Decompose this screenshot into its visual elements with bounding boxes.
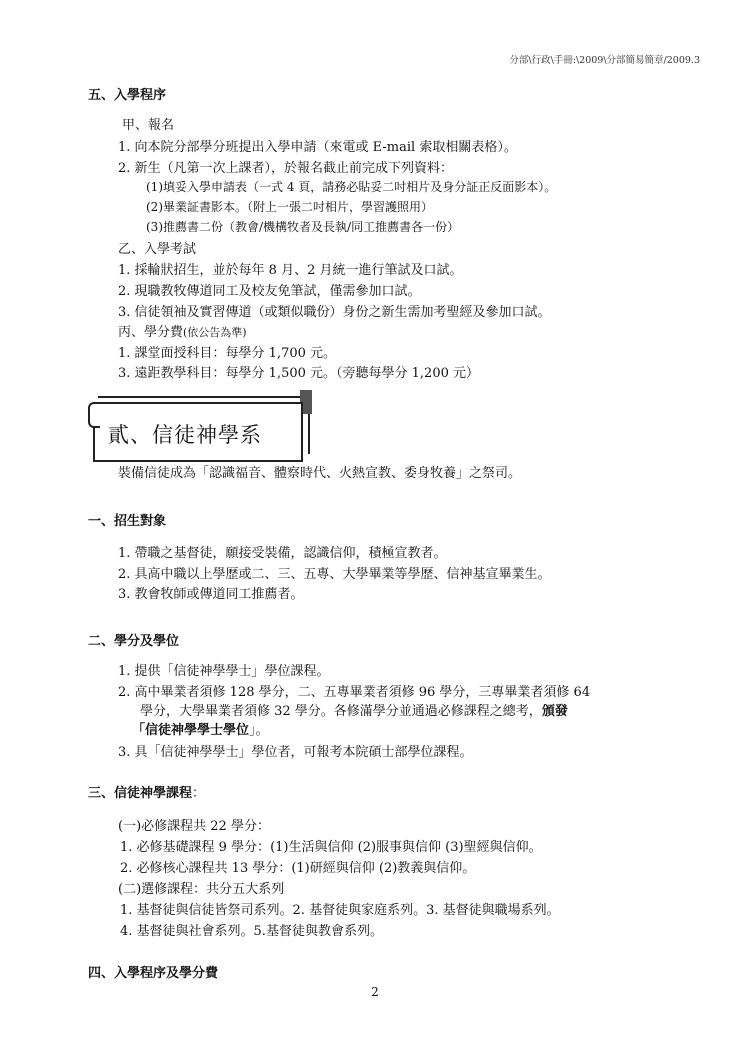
tuition-item-1: 1. 課堂面授科目：每學分 1,700 元。: [118, 346, 337, 361]
title-banner-scroll-curl: [88, 402, 100, 428]
document-file-path: 分部\行政\手冊:\2009\分部簡易簡章/2009.3: [509, 55, 700, 66]
degree-item-2-end: [132, 719, 269, 738]
exam-item-1: 1. 採輪狀招生，並於每年 8 月、2 月統一進行筆試及口試。: [118, 263, 463, 278]
part-title: 貳、信徒神學系: [108, 423, 262, 447]
exam-item-2: 2. 現職教牧傳道同工及校友免筆試，僅需參加口試。: [118, 284, 421, 299]
registration-subitem-1: (1)填妥入學申請表（一式 4 頁，請務必貼妥二吋相片及身分証正反面影本）。: [146, 180, 557, 194]
list-item: 2. 具高中職以上學歷或二、三、五專、大學畢業等學歷、信神基宣畢業生。: [118, 567, 551, 582]
degree-item-2-cont: [140, 700, 568, 719]
subheading-registration: 甲、報名: [122, 118, 175, 133]
registration-item-2: 2. 新生（凡第一次上課者），於報名截止前完成下列資料：: [118, 161, 454, 176]
subheading-tuition: [118, 321, 247, 340]
subheading-entrance-exam: 乙、入學考試: [118, 242, 197, 257]
elective-course-item-1: 1. 基督徒與信徒皆祭司系列。2. 基督徒與家庭系列。3. 基督徒與職場系列。: [120, 903, 560, 918]
required-course-item-2: 2. 必修核心課程共 13 學分：(1)研經與信仰 (2)教義與信仰。: [120, 861, 476, 876]
section-heading-enrollment: 五、入學程序: [88, 88, 167, 103]
tuition-note: (依公告為準): [183, 326, 247, 339]
tuition-item-3: 3. 遠距教學科目：每學分 1,500 元。（旁聽每學分 1,200 元）: [118, 366, 479, 381]
degree-award-word: 頒發: [541, 704, 568, 719]
section-heading-courses: [88, 782, 205, 801]
degree-item-1: 1. 提供「信徒神學學士」學位課程。: [118, 664, 330, 679]
list-item: 3. 教會牧師或傳道同工推薦者。: [118, 587, 304, 602]
list-item: 1. 帶職之基督徒，願接受裝備，認識信仰，積極宣教者。: [118, 546, 447, 561]
degree-name: 「信徒神學學士學位: [132, 723, 250, 738]
courses-heading-colon: ：: [192, 786, 206, 801]
required-course-item-1: 1. 必修基礎課程 9 學分：(1)生活與信仰 (2)服事與信仰 (3)聖經與信仰。: [120, 840, 542, 855]
elective-course-item-2: 4. 基督徒與社會系列。5.基督徒與教會系列。: [120, 924, 383, 939]
required-courses: (一)必修課程共 22 學分：: [118, 819, 270, 834]
section-heading-admission-targets: 一、招生對象: [88, 514, 167, 529]
elective-courses: (二)選修課程：共分五大系列: [118, 882, 285, 897]
tuition-label: 丙、學分費: [118, 325, 184, 340]
part-intro: 裝備信徒成為「認識福音、體察時代、火熱宣教、委身牧養」之祭司。: [118, 466, 522, 481]
page-number: 2: [371, 985, 379, 999]
degree-item-3: 3. 具「信徒神學學士」學位者，可報考本院碩士部學位課程。: [118, 745, 473, 760]
section-heading-credits-degree: 二、學分及學位: [88, 634, 180, 649]
degree-item-2: 2. 高中畢業者須修 128 學分，二、五專畢業者須修 96 學分，三專畢業者須修 64: [118, 685, 591, 700]
section-heading-enrollment-fees: 四、入學程序及學分費: [88, 966, 219, 981]
degree-name-close: 」。: [249, 723, 269, 738]
exam-item-3: 3. 信徒領袖及實習傳道（或類似職份）身份之新生需加考聖經及參加口試。: [118, 305, 551, 320]
courses-heading-text: 三、信徒神學課程: [88, 786, 193, 801]
registration-item-1: 1. 向本院分部學分班提出入學申請（來電或 E-mail 索取相關表格）。: [118, 140, 517, 155]
registration-subitem-3: (3)推薦書二份（教會/機構牧者及長執/同工推薦書各一份）: [146, 220, 460, 234]
registration-subitem-2: (2)畢業証書影本。（附上一張二吋相片，學習護照用）: [146, 200, 434, 214]
degree-item-2-text: 學分，大學畢業者須修 32 學分。各修滿學分並通過必修課程之總考，: [140, 704, 542, 719]
